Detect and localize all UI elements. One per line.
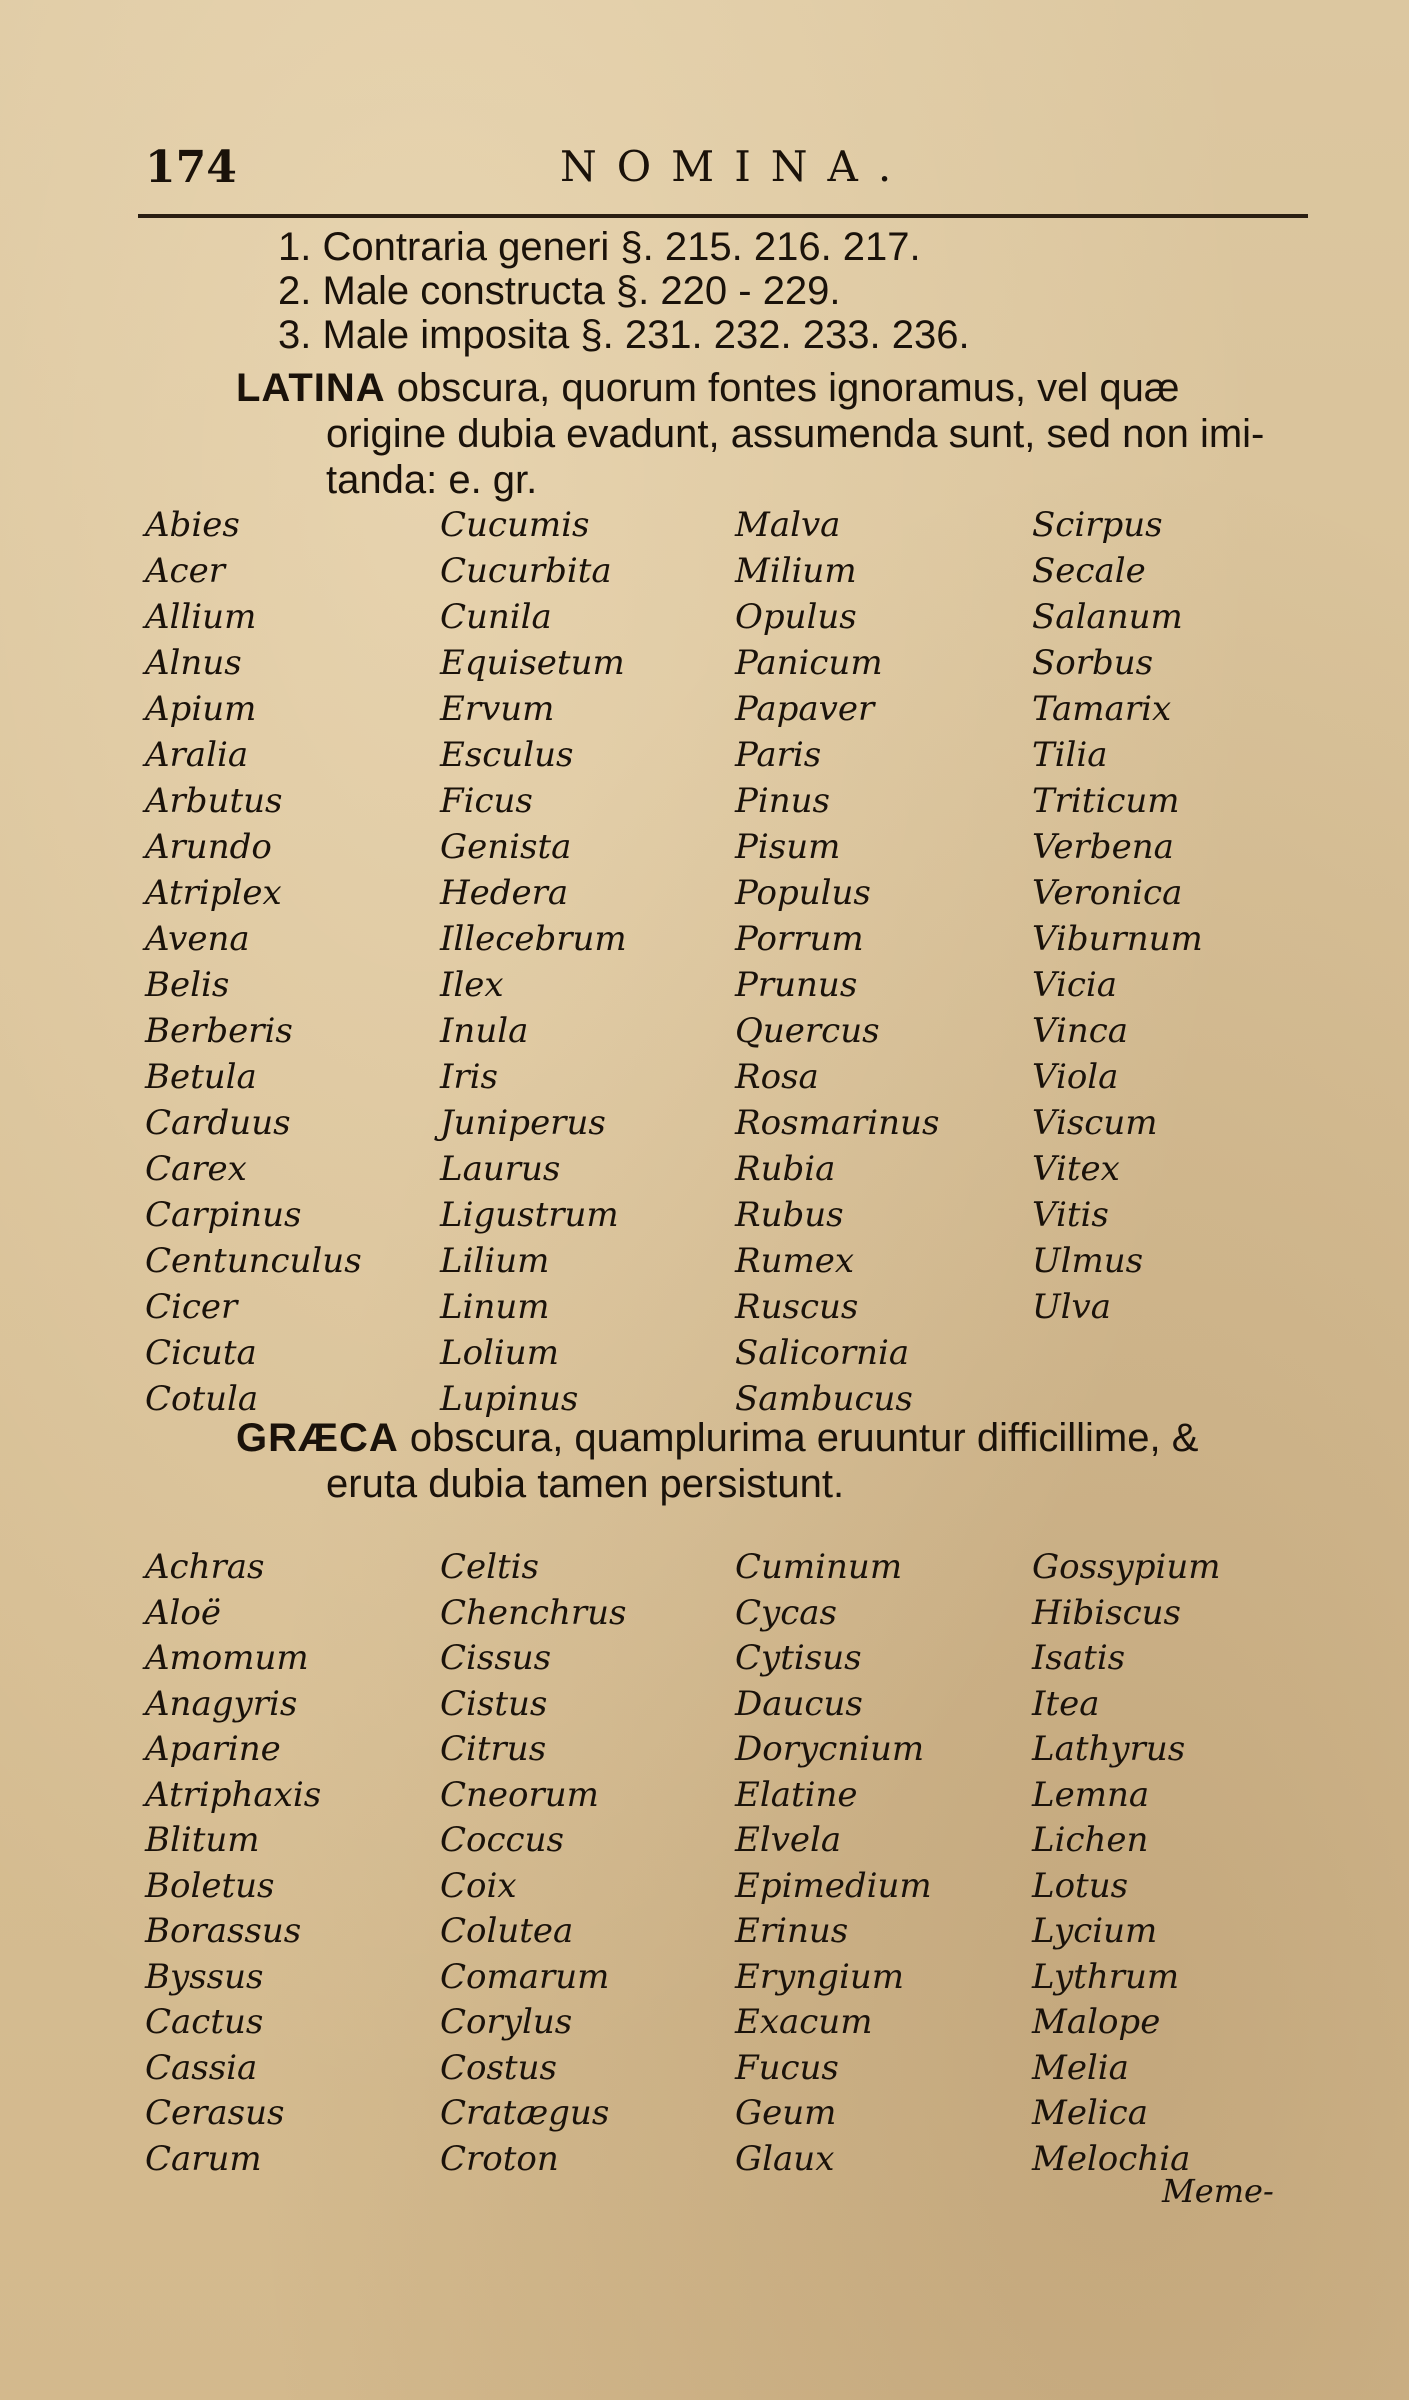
graeca-column: [145, 1545, 321, 2182]
plant-name: Daucus: [735, 1683, 863, 1724]
plant-name: Amomum: [145, 1638, 309, 1678]
plant-name: Belis: [145, 965, 230, 1005]
plant-name: Erinus: [735, 1911, 849, 1951]
latina-intro-line: obscura, quorum fontes ignoramus, vel quæ: [385, 366, 1180, 410]
criteria-item: 3. Male imposita §. 231. 232. 233. 236.: [278, 313, 970, 357]
plant-name: Chenchrus: [440, 1592, 627, 1633]
plant-name: Epimedium: [735, 1865, 932, 1906]
plant-name: Elvela: [735, 1820, 842, 1860]
plant-name: Porrum: [735, 919, 864, 959]
plant-name: Gossypium: [1032, 1547, 1221, 1587]
plant-name: Vinca: [1032, 1011, 1129, 1051]
plant-name: Viola: [1032, 1057, 1119, 1097]
plant-name: Byssus: [145, 1956, 264, 1997]
plant-name: Cicuta: [145, 1333, 257, 1373]
plant-name: Viscum: [1032, 1103, 1158, 1143]
plant-name: Borassus: [145, 1911, 302, 1951]
plant-name: Exacum: [735, 2002, 873, 2042]
plant-name: Ligustrum: [440, 1195, 619, 1235]
plant-name: Genista: [440, 827, 572, 867]
graeca-column: [735, 1545, 932, 2182]
plant-name: Tamarix: [1032, 689, 1172, 729]
plant-name: Atriplex: [145, 873, 282, 913]
plant-name: Lolium: [440, 1333, 559, 1373]
plant-name: Malope: [1032, 2002, 1161, 2042]
plant-name: Carex: [145, 1149, 247, 1189]
plant-name: Veronica: [1032, 873, 1183, 913]
plant-name: Laurus: [440, 1149, 561, 1189]
plant-name: Arundo: [145, 827, 272, 867]
plant-name: Melia: [1032, 2047, 1129, 2088]
catchword: Meme-: [1162, 2172, 1274, 2210]
plant-name: Rubus: [735, 1195, 844, 1235]
plant-name: Juniperus: [440, 1103, 606, 1143]
criteria-item: 1. Contraria generi §. 215. 216. 217.: [278, 225, 921, 269]
plant-name: Pinus: [735, 781, 830, 821]
plant-name: Iris: [440, 1057, 499, 1097]
plant-name: Carum: [145, 2138, 262, 2179]
plant-name: Inula: [440, 1011, 529, 1051]
plant-name: Carpinus: [145, 1195, 302, 1235]
plant-name: Verbena: [1032, 827, 1174, 867]
criteria-item: 2. Male constructa §. 220 - 229.: [278, 269, 841, 313]
plant-name: Cucurbita: [440, 551, 612, 591]
plant-name: Blitum: [145, 1820, 260, 1860]
plant-name: Abies: [145, 505, 240, 545]
plant-name: Lichen: [1032, 1820, 1149, 1860]
plant-name: Esculus: [440, 735, 574, 775]
plant-name: Vicia: [1032, 965, 1118, 1005]
plant-name: Aparine: [145, 1729, 281, 1769]
plant-name: Betula: [145, 1057, 257, 1097]
plant-name: Anagyris: [145, 1683, 298, 1724]
plant-name: Ulva: [1032, 1287, 1112, 1327]
plant-name: Ervum: [440, 689, 555, 729]
plant-name: Paris: [735, 735, 822, 775]
plant-name: Linum: [440, 1287, 550, 1327]
plant-name: Costus: [440, 2047, 557, 2088]
plant-name: Ruscus: [735, 1287, 859, 1327]
plant-name: Cneorum: [440, 1774, 599, 1815]
plant-name: Melica: [1032, 2093, 1148, 2133]
plant-name: Geum: [735, 2093, 837, 2133]
plant-name: Hibiscus: [1032, 1592, 1181, 1633]
plant-name: Hedera: [440, 873, 569, 913]
plant-name: Celtis: [440, 1547, 539, 1587]
header-rule: [138, 214, 1308, 218]
plant-name: Alnus: [145, 643, 242, 683]
plant-name: Arbutus: [145, 781, 283, 821]
plant-name: Centunculus: [145, 1241, 362, 1281]
plant-name: Illecebrum: [440, 919, 627, 959]
plant-name: Coccus: [440, 1820, 564, 1860]
plant-name: Ulmus: [1032, 1241, 1144, 1281]
plant-name: Quercus: [735, 1011, 880, 1051]
plant-name: Cuminum: [735, 1547, 903, 1587]
graeca-column: [440, 1545, 626, 2182]
plant-name: Panicum: [735, 643, 883, 683]
plant-name: Aralia: [145, 735, 249, 775]
plant-name: Cratægus: [440, 2093, 610, 2133]
page-number: 174: [145, 142, 237, 193]
plant-name: Atriphaxis: [145, 1774, 322, 1815]
plant-name: Lilium: [440, 1241, 550, 1281]
plant-name: Comarum: [440, 1956, 610, 1997]
plant-name: Rumex: [735, 1241, 855, 1281]
plant-name: Colutea: [440, 1911, 574, 1951]
criteria-list: [278, 225, 970, 357]
graeca-section-heading: [236, 1415, 1198, 1507]
plant-name: Dorycnium: [735, 1729, 925, 1769]
graeca-heading: GRÆCA: [236, 1416, 399, 1460]
latina-intro-line: tanda: e. gr.: [326, 458, 538, 502]
page-header: [140, 142, 1320, 202]
plant-name: Fucus: [735, 2047, 839, 2088]
graeca-intro-line: obscura, quamplurima eruuntur difficillime, &: [398, 1416, 1199, 1460]
plant-name: Pisum: [735, 827, 841, 867]
plant-name: Boletus: [145, 1865, 275, 1906]
plant-name: Equisetum: [440, 643, 625, 683]
latina-column: [735, 502, 939, 1422]
plant-name: Cucumis: [440, 505, 590, 545]
plant-name: Malva: [735, 505, 841, 545]
plant-name: Lythrum: [1032, 1956, 1180, 1997]
plant-name: Cassia: [145, 2047, 258, 2088]
plant-name: Triticum: [1032, 781, 1180, 821]
plant-name: Populus: [735, 873, 871, 913]
plant-name: Salanum: [1032, 597, 1183, 637]
plant-name: Cistus: [440, 1683, 548, 1724]
plant-name: Aloë: [145, 1592, 222, 1633]
plant-name: Sambucus: [735, 1379, 913, 1419]
plant-name: Rubia: [735, 1149, 836, 1189]
plant-name: Salicornia: [735, 1333, 910, 1373]
plant-name: Cunila: [440, 597, 552, 637]
plant-name: Elatine: [735, 1774, 858, 1815]
plant-name: Carduus: [145, 1103, 291, 1143]
plant-name: Apium: [145, 689, 257, 729]
latina-column: [145, 502, 362, 1422]
plant-name: Viburnum: [1032, 919, 1203, 959]
plant-name: Ficus: [440, 781, 533, 821]
latina-intro-line: origine dubia evadunt, assumenda sunt, sed non imi-: [326, 412, 1265, 456]
plant-name: Cerasus: [145, 2093, 285, 2133]
plant-name: Citrus: [440, 1729, 547, 1769]
plant-name: Secale: [1032, 551, 1146, 591]
plant-name: Lemna: [1032, 1774, 1150, 1815]
plant-name: Scirpus: [1032, 505, 1163, 545]
latina-column: [440, 502, 627, 1422]
plant-name: Isatis: [1032, 1638, 1126, 1678]
plant-name: Vitex: [1032, 1149, 1120, 1189]
plant-name: Sorbus: [1032, 643, 1154, 683]
plant-name: Opulus: [735, 597, 857, 637]
plant-name: Eryngium: [735, 1956, 904, 1997]
plant-name: Cotula: [145, 1379, 259, 1419]
plant-name: Rosa: [735, 1057, 819, 1097]
plant-name: Glaux: [735, 2138, 835, 2179]
plant-name: Milium: [735, 551, 857, 591]
plant-name: Itea: [1032, 1683, 1100, 1724]
plant-name: Cactus: [145, 2002, 264, 2042]
plant-name: Berberis: [145, 1011, 293, 1051]
plant-name: Vitis: [1032, 1195, 1109, 1235]
graeca-intro-line: eruta dubia tamen persistunt.: [326, 1462, 845, 1506]
plant-name: Papaver: [735, 689, 875, 729]
plant-name: Coix: [440, 1865, 517, 1906]
plant-name: Corylus: [440, 2002, 573, 2042]
plant-name: Lycium: [1032, 1911, 1158, 1951]
plant-name: Prunus: [735, 965, 858, 1005]
running-title: NOMINA.: [560, 142, 912, 191]
graeca-column: [1032, 1545, 1221, 2182]
plant-name: Allium: [145, 597, 257, 637]
plant-name: Melochia: [1032, 2138, 1191, 2179]
plant-name: Avena: [145, 919, 250, 959]
latina-column: [1032, 502, 1203, 1330]
plant-name: Lotus: [1032, 1865, 1129, 1906]
plant-name: Rosmarinus: [735, 1103, 940, 1143]
plant-name: Lathyrus: [1032, 1729, 1186, 1769]
plant-name: Acer: [145, 551, 225, 591]
plant-name: Tilia: [1032, 735, 1108, 775]
plant-name: Cissus: [440, 1638, 552, 1678]
latina-heading: LATINA: [236, 366, 386, 410]
plant-name: Cicer: [145, 1287, 238, 1327]
plant-name: Lupinus: [440, 1379, 579, 1419]
plant-name: Cycas: [735, 1592, 837, 1633]
plant-name: Achras: [145, 1547, 265, 1587]
plant-name: Croton: [440, 2138, 559, 2179]
plant-name: Cytisus: [735, 1638, 862, 1678]
plant-name: Ilex: [440, 965, 504, 1005]
latina-section-heading: [236, 365, 1264, 503]
